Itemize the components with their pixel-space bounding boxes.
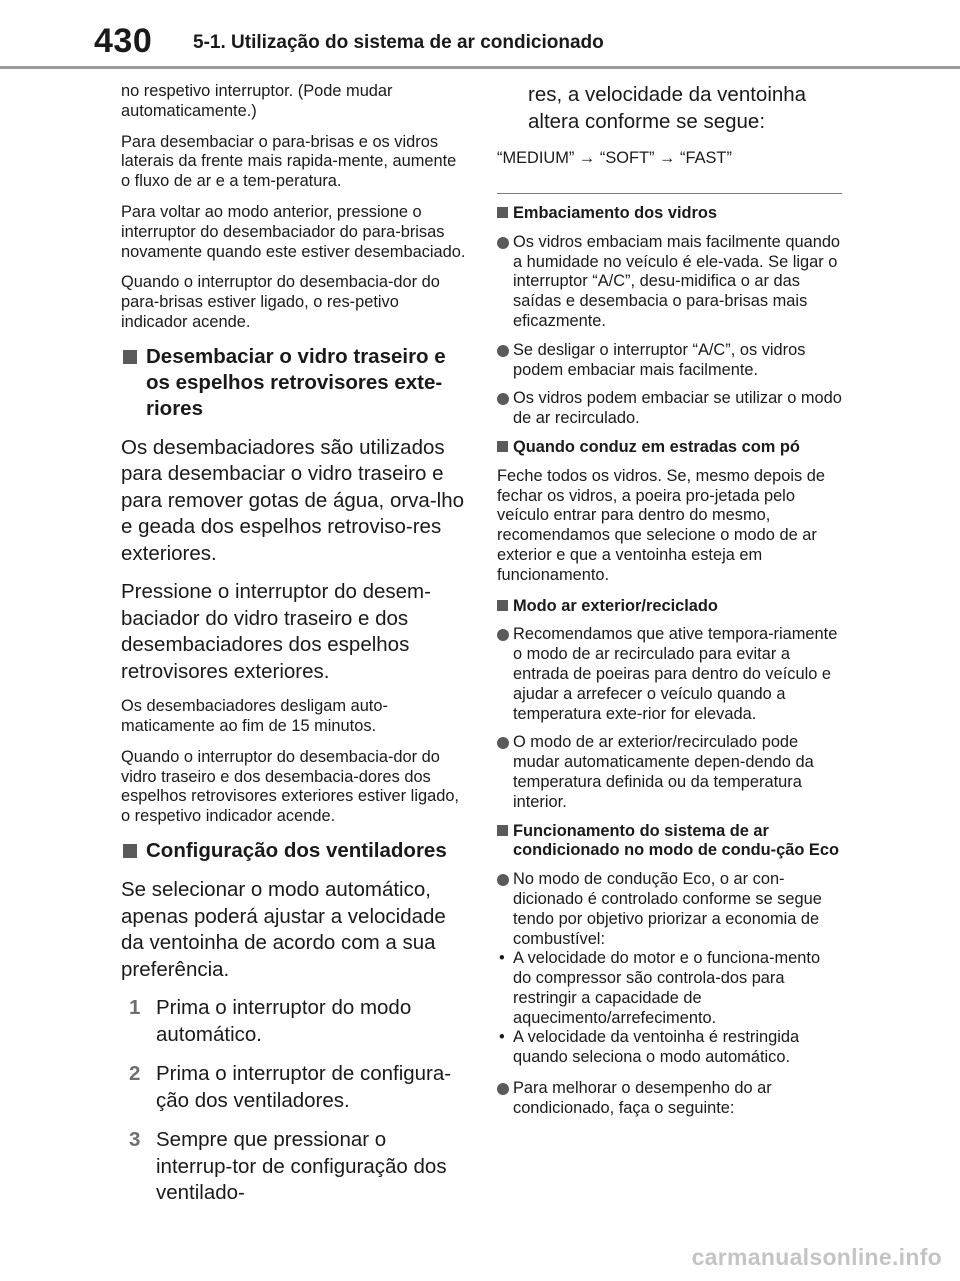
paragraph: Quando o interruptor do desembacia-dor do para-brisas estiver ligado, o res-petivo indicador acende. bbox=[121, 273, 440, 331]
watermark: carmanualsonline.info bbox=[691, 1244, 942, 1270]
paragraph: Os desembaciadores são utilizados para desembaciar o vidro traseiro e para remover gotas de água, orva-lho e geada dos espelhos retroviso-res exteriores. bbox=[121, 435, 465, 565]
circle-bullet-icon bbox=[497, 874, 509, 886]
heading-text: Quando conduz em estradas com pó bbox=[513, 437, 800, 456]
square-bullet-icon bbox=[497, 825, 508, 836]
square-bullet-icon bbox=[123, 350, 137, 364]
list-item bbox=[497, 733, 842, 812]
circle-bullet-icon bbox=[497, 737, 509, 749]
bullet-text: Se desligar o interruptor “A/C”, os vidros podem embaciar mais facilmente. bbox=[513, 340, 806, 379]
list-item bbox=[497, 870, 842, 949]
square-bullet-icon bbox=[497, 207, 508, 218]
right-column bbox=[497, 82, 842, 1128]
circle-bullet-icon bbox=[497, 237, 509, 249]
bullet-text: Os vidros podem embaciar se utilizar o modo de ar recirculado. bbox=[513, 389, 842, 428]
sub-list-item bbox=[497, 949, 842, 1028]
square-bullet-icon bbox=[497, 600, 508, 611]
heading-text: Embaciamento dos vidros bbox=[513, 204, 718, 222]
bullet-text: Recomendamos que ative tempora-riamente o modo de ar recirculado para evitar a entrada de poeiras para dentro do veículo e ajudar a arrefecer o veículo quando a temperatura exte-rior for elevada. bbox=[513, 625, 838, 723]
square-bullet-icon bbox=[497, 441, 508, 452]
section-title: 5-1. Utilização do sistema de ar condicionado bbox=[193, 32, 604, 53]
sub-list-item bbox=[497, 1028, 842, 1068]
heading-rear-defogger bbox=[121, 344, 467, 422]
bullet-text: Os vidros embaciam mais facilmente quando a humidade no veículo é ele-vada. Se ligar o interruptor “A/C”, desu-midifica o ar das saídas e desembacia o para-brisas mais eficazmente. bbox=[513, 232, 841, 330]
circle-bullet-icon bbox=[497, 629, 509, 641]
section-divider bbox=[497, 193, 842, 194]
paragraph: Para desembaciar o para-brisas e os vidros laterais da frente mais rapida-mente, aumente o fluxo de ar e a tem-peratura. bbox=[121, 132, 457, 191]
step-number: 2 bbox=[129, 1062, 141, 1086]
sub-bullet-text: A velocidade da ventoinha é restringida quando seleciona o modo automático. bbox=[513, 1028, 800, 1067]
heading-text: Desembaciar o vidro traseiro e os espelhos retrovisores exte-riores bbox=[146, 344, 446, 420]
circle-bullet-icon bbox=[497, 1083, 509, 1095]
heading-eco-mode bbox=[497, 822, 842, 862]
heading-air-mode bbox=[497, 597, 842, 617]
circle-bullet-icon bbox=[497, 393, 509, 405]
paragraph: Quando o interruptor do desembacia-dor do vidro traseiro e dos desembacia-dores dos espelhos retrovisores exteriores estiver ligado, o respetivo indicador acende. bbox=[121, 747, 459, 826]
step-number: 3 bbox=[129, 1128, 141, 1152]
heading-fogging bbox=[497, 204, 842, 224]
bullet-text: No modo de condução Eco, o ar con-dicionado é controlado conforme se segue tendo por objetivo priorizar a economia de combustível: bbox=[513, 870, 822, 948]
fan-speed-sequence: “MEDIUM” → “SOFT” → “FAST” bbox=[497, 149, 732, 167]
heading-text: Modo ar exterior/reciclado bbox=[513, 596, 718, 615]
step-continuation: res, a velocidade da ventoinha altera conforme se segue: bbox=[528, 83, 807, 133]
heading-text: Configuração dos ventiladores bbox=[146, 839, 447, 863]
page-number: 430 bbox=[94, 22, 153, 60]
paragraph: no respetivo interruptor. (Pode mudar automaticamente.) bbox=[121, 82, 393, 120]
paragraph: Feche todos os vidros. Se, mesmo depois de fechar os vidros, a poeira pro-jetada pelo veículo entrar para dentro do mesmo, recomendamos que selecione o modo de ar exterior e que a ventoinha esteja em funcionamento. bbox=[497, 466, 825, 584]
step-item bbox=[121, 1061, 467, 1114]
heading-text: Funcionamento do sistema de ar condicionado no modo de condu-ção Eco bbox=[513, 821, 839, 860]
left-column bbox=[121, 82, 467, 1220]
page-header bbox=[0, 0, 960, 76]
step-item bbox=[121, 995, 467, 1048]
paragraph: Pressione o interruptor do desem-baciador do vidro traseiro e dos desembaciadores dos espelhos retrovisores exteriores. bbox=[121, 580, 431, 683]
bullet-text: O modo de ar exterior/recirculado pode mudar automaticamente depen-dendo da temperatura definida ou da temperatura interior. bbox=[513, 733, 814, 811]
step-text: Prima o interruptor do modo automático. bbox=[156, 996, 412, 1046]
paragraph: Para voltar ao modo anterior, pressione o interruptor do desembaciador do para-brisas novamente quando este estiver desembaciado. bbox=[121, 202, 466, 261]
list-item bbox=[497, 1079, 842, 1119]
step-text: Sempre que pressionar o interrup-tor de configuração dos ventilado- bbox=[156, 1128, 447, 1205]
heading-dusty-roads bbox=[497, 438, 842, 458]
header-divider bbox=[0, 66, 960, 69]
heading-fan-settings bbox=[121, 838, 467, 864]
paragraph: Os desembaciadores desligam auto-maticamente ao fim de 15 minutos. bbox=[121, 697, 388, 736]
dot-bullet-icon: • bbox=[499, 949, 505, 968]
square-bullet-icon bbox=[123, 844, 137, 858]
list-item bbox=[497, 389, 842, 429]
step-item bbox=[121, 1127, 467, 1207]
list-item bbox=[497, 233, 842, 332]
list-item bbox=[497, 341, 842, 381]
circle-bullet-icon bbox=[497, 345, 509, 357]
sub-bullet-text: A velocidade do motor e o funciona-mento do compressor são controla-dos para restringir a capacidade de aquecimento/arrefecimento. bbox=[513, 949, 821, 1027]
paragraph: Se selecionar o modo automático, apenas poderá ajustar a velocidade da ventoinha de acordo com a sua preferência. bbox=[121, 878, 446, 981]
step-text: Prima o interruptor de configura-ção dos ventiladores. bbox=[156, 1062, 452, 1112]
list-item bbox=[497, 625, 842, 724]
bullet-text: Para melhorar o desempenho do ar condicionado, faça o seguinte: bbox=[513, 1079, 772, 1117]
step-number: 1 bbox=[129, 996, 141, 1020]
dot-bullet-icon: • bbox=[499, 1028, 505, 1047]
